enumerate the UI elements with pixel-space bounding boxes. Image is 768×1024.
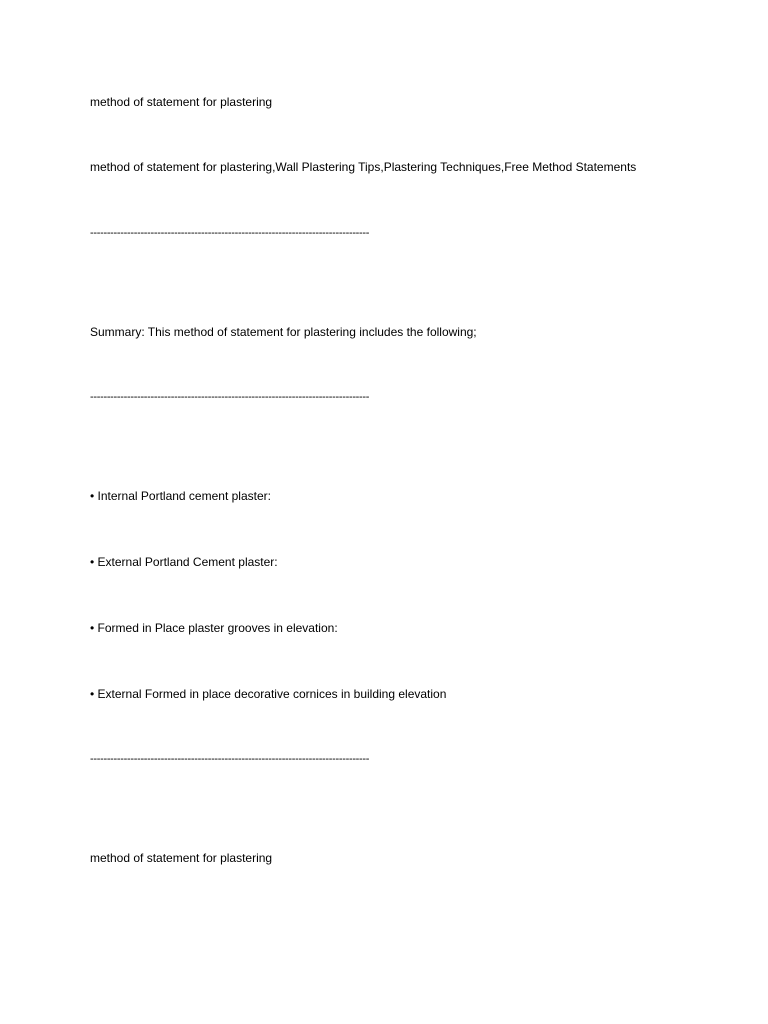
list-item: • External Formed in place decorative cornices in building elevation xyxy=(90,687,447,701)
separator-line: ----------------------------------------------------------------------------------- xyxy=(90,753,370,765)
document-footer-title: method of statement for plastering xyxy=(90,851,273,865)
list-item: • Internal Portland cement plaster: xyxy=(90,489,271,503)
keywords-line: method of statement for plastering,Wall Plastering Tips,Plastering Techniques,Free Method Statements xyxy=(90,160,637,174)
list-item: • External Portland Cement plaster: xyxy=(90,555,278,569)
list-item: • Formed in Place plaster grooves in elevation: xyxy=(90,621,338,635)
separator-line: ----------------------------------------------------------------------------------- xyxy=(90,391,370,403)
document-title: method of statement for plastering xyxy=(90,95,273,109)
summary-line: Summary: This method of statement for plastering includes the following; xyxy=(90,325,477,339)
separator-line: ----------------------------------------------------------------------------------- xyxy=(90,227,370,239)
